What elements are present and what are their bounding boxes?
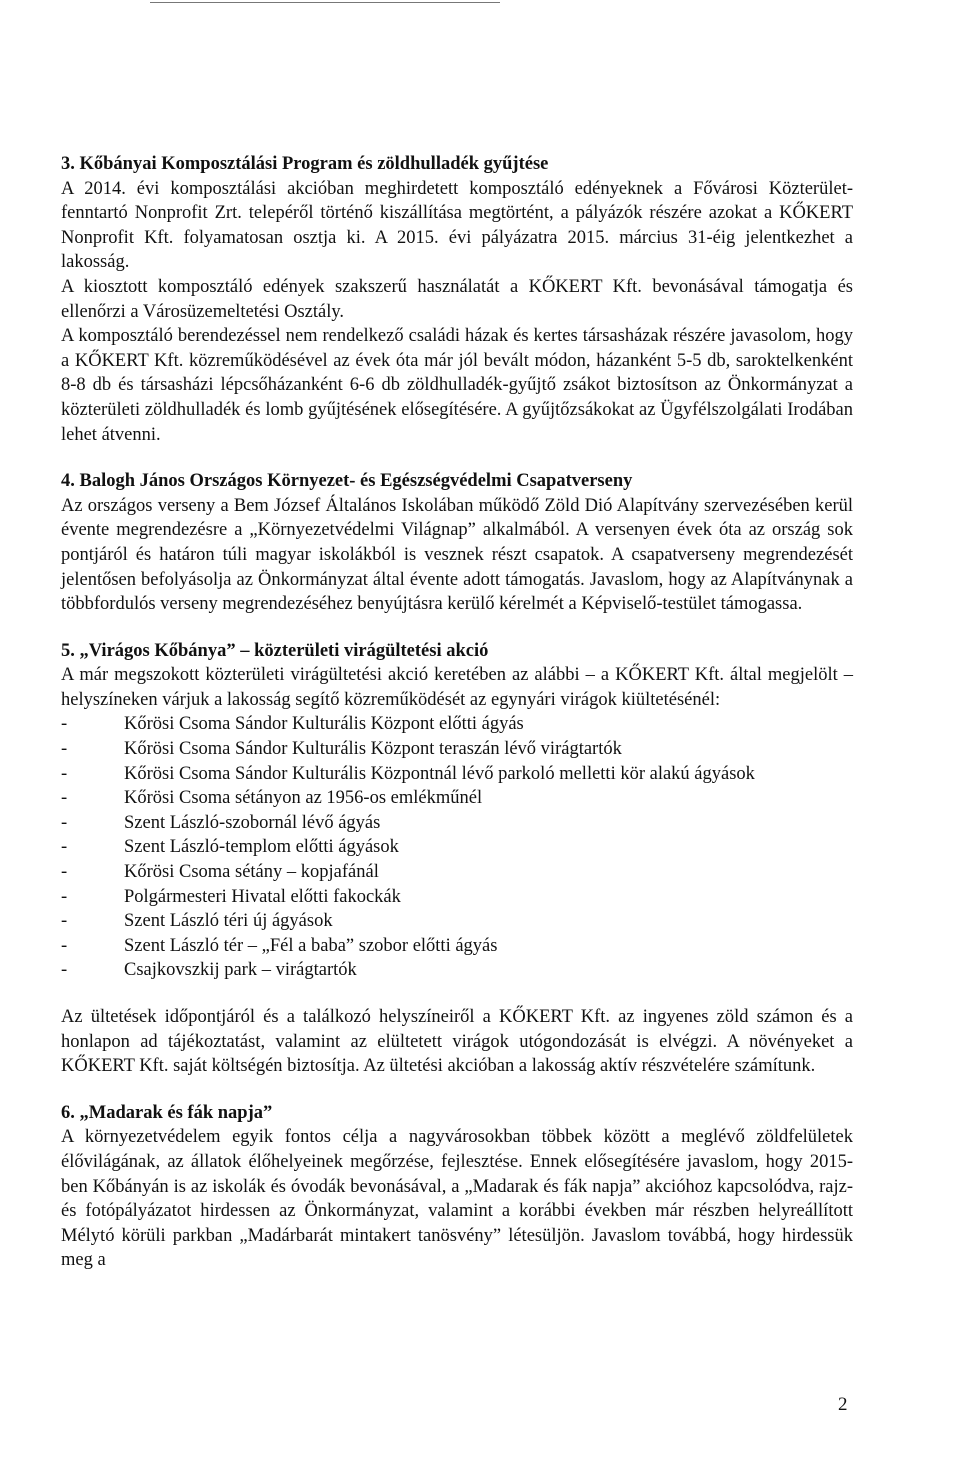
paragraph: Az ültetések időpontjáról és a találkozó helyszíneiről a KŐKERT Kft. az ingyenes zöld számon és a honlapon ad tájékoztatást, valamint az elültetett virágok utógondozását is elvégzi. A növényeket a KŐKERT Kft. saját költségén biztosítja. Az ültetési akcióban a lakosság aktív részvételére számítunk. (61, 1007, 853, 1077)
section-flower-planting (61, 639, 853, 1079)
document-page (61, 152, 853, 1295)
section-composting (61, 152, 853, 447)
list-item: - Kőrösi Csoma sétány – kopjafánál (61, 860, 853, 885)
paragraph: A már megszokott közterületi virágültetési akció keretében az alábbi – a KŐKERT Kft. által megjelölt – helyszíneken várjuk a lakosság segítő közreműködését az egynyári virágok kiültetésénél: (61, 665, 853, 710)
list-item: - Kőrösi Csoma sétányon az 1956-os emlékműnél (61, 786, 853, 811)
paragraph: A környezetvédelem egyik fontos célja a nagyvárosokban többek között a meglévő zöldfelületek élővilágának, az állatok élőhelyeinek megőrzése, fejlesztése. Ennek elősegítésére javaslom, hogy 2015-ben Kőbányán is az iskolák és óvodák bevonásával, a „Madarak és fák napja” akcióhoz kapcsolódva, rajz- és fotópályázatot hirdessen az Önkormányzat, valamint a korábbi években már részben helyreállított Mélytó körüli parkban „Madárbarát mintakert tanösvény” létesüljön. Javaslom továbbá, hogy hirdessük meg a (61, 1127, 853, 1271)
paragraph: Az országos verseny a Bem József Általános Iskolában működő Zöld Dió Alapítvány szervezésében kerül évente megrendezésre a „Környezetvédelmi Világnap” alkalmából. A versenyen évek óta az ország sok pontjáról és határon túli magyar iskolákból is vesznek részt csapatok. A csapatverseny megrendezését jelentősen befolyásolja az Önkormányzat által évente adott támogatás. Javaslom, hogy az Alapítványnak a többfordulós verseny megrendezéséhez benyújtásra kerülő kérelmét a Képviselő-testület támogassa. (61, 495, 853, 615)
paragraph: A kiosztott komposztáló edények szakszerű használatát a KŐKERT Kft. bevonásával támogatja és ellenőrzi a Városüzemeltetési Osztály. (61, 276, 853, 322)
section-competition (61, 469, 853, 617)
list-item: - Szent László téri új ágyások (61, 909, 853, 934)
section-heading: 6. „Madarak és fák napja” (61, 1102, 273, 1123)
page-number: 2 (838, 1394, 848, 1415)
list-item: - Szent László tér – „Fél a baba” szobor előtti ágyás (61, 934, 853, 959)
top-rule (150, 2, 500, 3)
list-item: - Kőrösi Csoma Sándor Kulturális Központ teraszán lévő virágtartók (61, 737, 853, 762)
list-item: - Szent László-templom előtti ágyások (61, 835, 853, 860)
list-item: - Polgármesteri Hivatal előtti fakockák (61, 885, 853, 910)
list-item: - Szent László-szobornál lévő ágyás (61, 811, 853, 836)
list-item: - Kőrösi Csoma Sándor Kulturális Központ előtti ágyás (61, 712, 853, 737)
list-item: - Csajkovszkij park – virágtartók (61, 958, 853, 983)
location-list (61, 712, 853, 983)
section-heading: 5. „Virágos Kőbánya” – közterületi virágültetési akció (61, 640, 489, 661)
section-heading: 4. Balogh János Országos Környezet- és Egészségvédelmi Csapatverseny (61, 471, 633, 492)
paragraph: A 2014. évi komposztálási akcióban meghirdetett komposztáló edényeknek a Fővárosi Közterület-fenntartó Nonprofit Zrt. telepéről történő kiszállítása megtörtént, a pályázók részére azokat a KŐKERT Nonprofit Kft. folyamatosan osztja ki. A 2015. évi pályázatra 2015. március 31-éig jelentkezhet a lakosság. (61, 178, 853, 273)
section-birds-and-trees (61, 1101, 853, 1273)
section-heading: 3. Kőbányai Komposztálási Program és zöldhulladék gyűjtése (61, 154, 549, 174)
paragraph: A komposztáló berendezéssel nem rendelkező családi házak és kertes társasházak részére javasolom, hogy a KŐKERT Kft. közreműködésével az évek óta már jól bevált módon, házanként 5-5 db, saroktelkenként 8-8 db és társasházi lépcsőházanként 6-6 db zöldhulladék-gyűjtő zsákot biztosítson az Önkormányzat a közterületi zöldhulladék és lomb gyűjtésének elősegítésére. A gyűjtőzsákokat az Ügyfélszolgálati Irodában lehet átvenni. (61, 326, 853, 445)
list-item: - Kőrösi Csoma Sándor Kulturális Központnál lévő parkoló melletti kör alakú ágyások (61, 762, 853, 787)
